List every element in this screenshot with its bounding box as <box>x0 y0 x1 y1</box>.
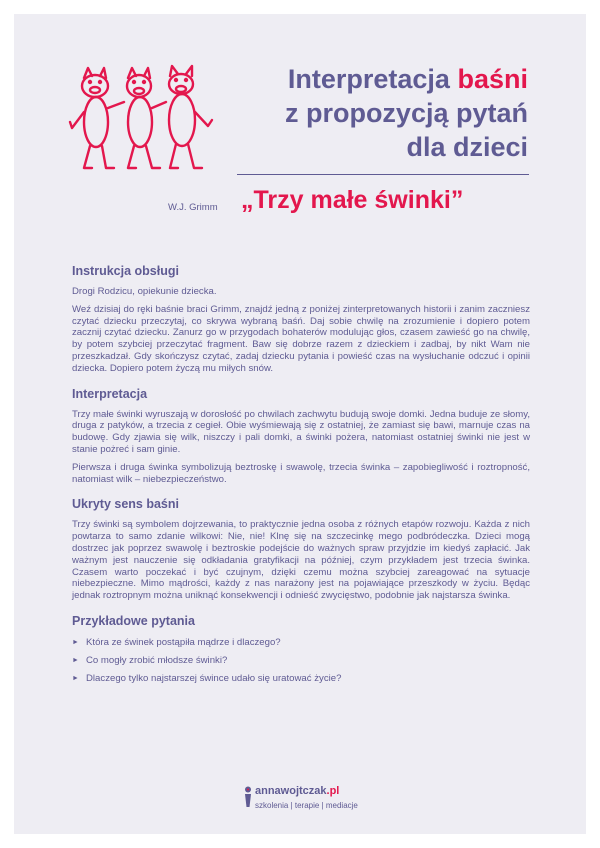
list-item <box>72 672 530 685</box>
section-heading: Ukryty sens baśni <box>72 497 179 512</box>
title-accent-word: baśni <box>457 64 528 94</box>
list-item <box>72 636 530 649</box>
paragraph: Trzy świnki są symbolem dojrzewania, to praktycznie jedna osoba z różnych etapów rozwoju. Każda z nich powtarza to samo zdanie wilkowi: Nie, nie! Klnę się na szczecinkę mego podbródeczka. Dzieci mogą dostrzec jak poprzez swawolę i beztroskie podejście do ważnych spraw przyjdzie im kiedyś zapłacić. Jak ważnym jest nauczenie się odkładania gratyfikacji na później, czym przykładem jest trzecia świnka. Czasem warto poczekać i być czujnym, dzięki czemu można szybciej zareagować na sytuacje niebezpieczne. Mimo mądrości, każdy z nas narażony jest na pojawiające przeszkody w życiu. Będąc jednak roztropnym można uniknąć konsekwencji i odnieść zwycięstwo, podobnie jak najstarsza świnka. <box>72 519 530 602</box>
section-heading: Przykładowe pytania <box>72 613 195 628</box>
pig-right-icon <box>169 66 212 168</box>
brand-domain: .pl <box>326 785 340 797</box>
title-word: Interpretacja <box>287 64 450 94</box>
title-line-3: dla dzieci <box>406 132 528 162</box>
footer-logo <box>240 782 360 822</box>
title-line-2: z propozycją pytań <box>284 98 528 128</box>
section-questions <box>72 614 530 685</box>
paragraph: Weź dzisiaj do ręki baśnie braci Grimm, znajdź jedną z poniżej zinterpretowanych historii i zanim zaczniesz czytać dziecku przeczytaj, co skrywa wybraną baśń. Daj sobie chwilę na zrozumienie i dopiero potem zacznij czytać dziecku. Zanurz go w przygodach bohaterów modulując głos, czasem zawieść go na chwilę, by potem szybciej przeczytać fragment. Baw się dobrze razem z dzieckiem i zadbaj, by nikt Wam nie przeszkadzał. Gdy skończysz czytać, zadaj dziecku pytania i powieść czas na wysłuchanie odczuć i opinii dziecka. Dopiero potem życzą mu miłych snów. <box>72 303 530 374</box>
paragraph: Trzy małe świnki wyruszają w dorosłość po chwilach zachwytu budują swoje domki. Jedna buduje ze słomy, druga z patyków, a trzecia z cegieł. Obie wyśmiewają się z ostatniej, że zamiast się bawi, marnuje czas na budowę. Gdy zjawia się wilk, niszczy i pali domki, a świnki pożera, natomiast ostatniej świnki nie jest w stanie pożreć i sam ginie. <box>72 408 530 455</box>
section-instructions <box>72 264 530 375</box>
section-interpretation <box>72 387 530 486</box>
question-text: Która ze świnek postąpiła mądrze i dlaczego? <box>86 636 281 648</box>
fairytale-title: „Trzy małe świnki” <box>241 186 464 214</box>
section-heading: Instrukcja obsługi <box>72 264 179 278</box>
brand-name <box>255 785 339 797</box>
paragraph: Pierwsza i druga świnka symbolizują beztroskę i swawolę, trzecia świnka – zapobiegliwość i roztropność, natomiast wilk – niebezpieczeństwo. <box>72 461 530 485</box>
content <box>72 264 530 690</box>
bullet-triangle-icon: ► <box>72 656 79 664</box>
author: W.J. Grimm <box>168 202 218 213</box>
paragraph: Drogi Rodzicu, opiekunie dziecka. <box>72 286 217 297</box>
brand-tagline: szkolenia | terapie | mediacje <box>255 801 358 810</box>
question-text: Dlaczego tylko najstarszej śwince udało się uratować życie? <box>86 672 342 684</box>
brand-text: annawojtczak <box>255 785 327 797</box>
page-title <box>285 62 528 164</box>
bullet-triangle-icon: ► <box>72 674 79 682</box>
pig-middle-icon <box>127 68 166 168</box>
title-divider <box>237 174 529 175</box>
questions-list <box>72 636 530 685</box>
pig-left-icon <box>70 68 124 168</box>
question-text: Co mogły zrobić młodsze świnki? <box>86 654 228 666</box>
section-hidden-meaning <box>72 497 530 602</box>
person-logo-icon <box>243 786 253 808</box>
bullet-triangle-icon: ► <box>72 638 79 646</box>
three-pigs-illustration <box>66 64 216 174</box>
section-heading: Interpretacja <box>72 386 148 401</box>
list-item <box>72 654 530 667</box>
